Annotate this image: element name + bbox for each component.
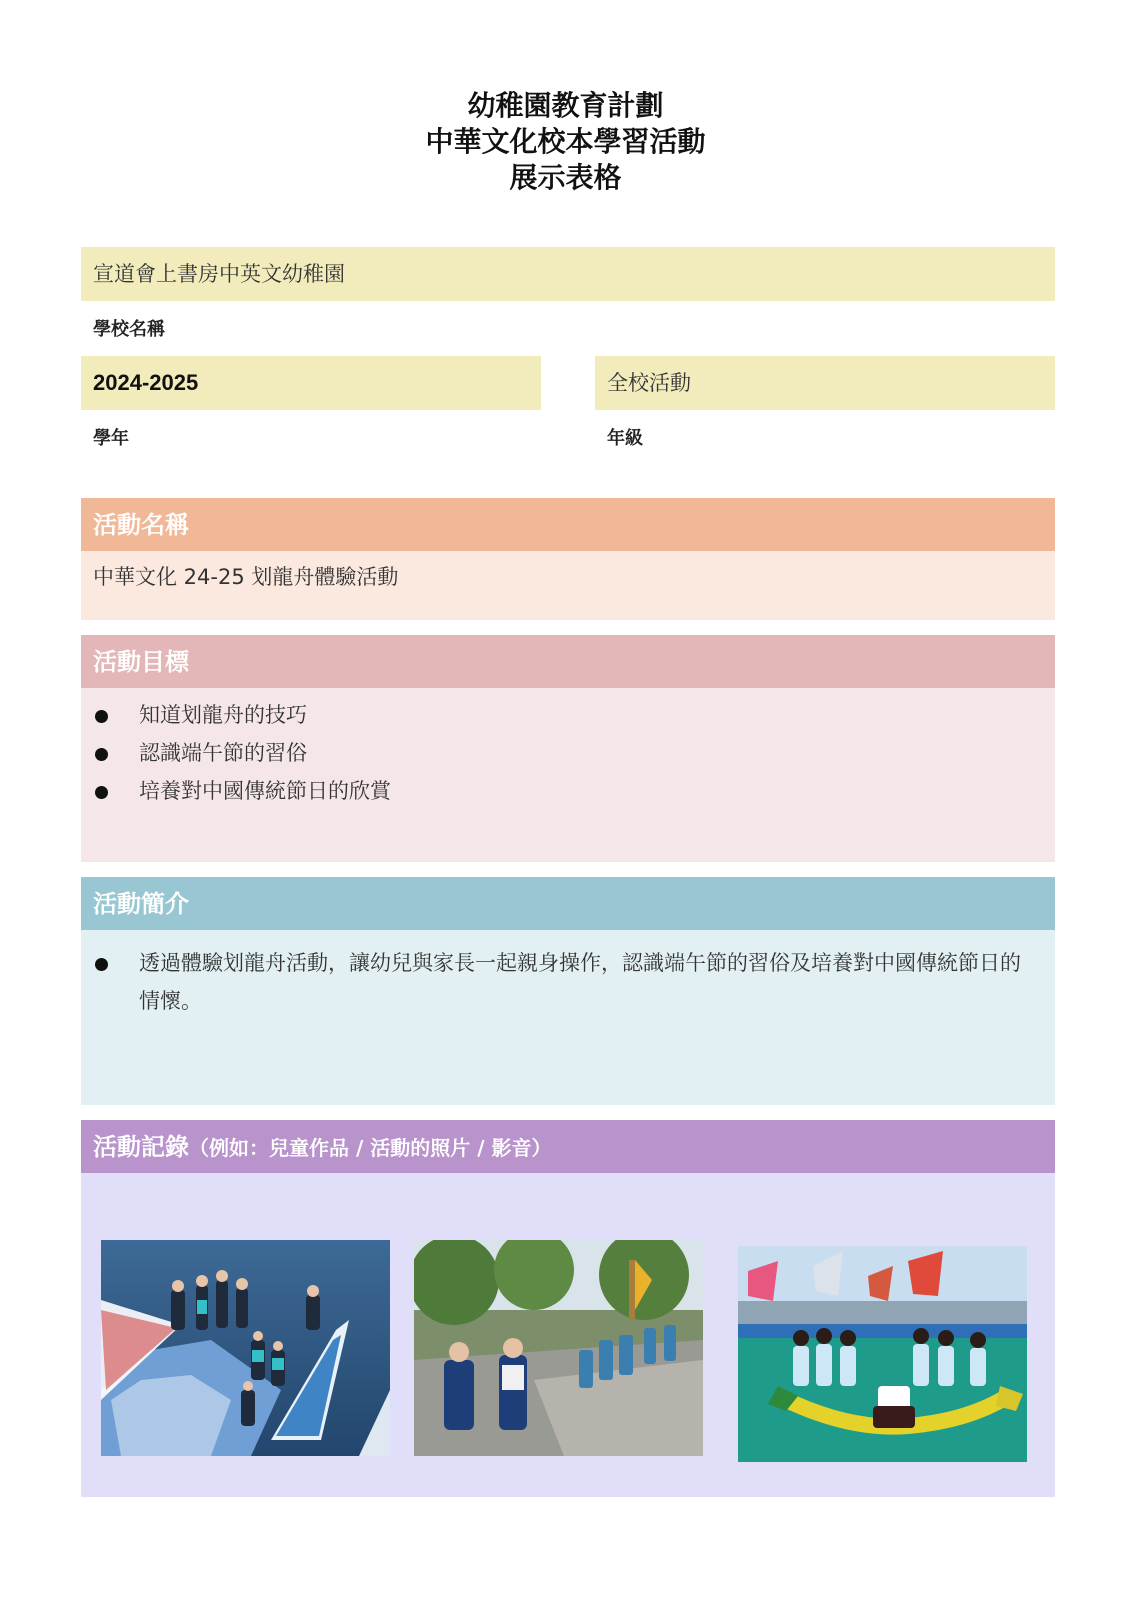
photo-participants-path-image xyxy=(414,1240,703,1456)
bullet-dot xyxy=(95,710,108,723)
photo-children-dragon xyxy=(738,1246,1027,1462)
title-line-1: 幼稚園教育計劃 xyxy=(467,89,664,122)
title-line-2: 中華文化校本學習活動 xyxy=(425,125,706,158)
school-name-field: 宣道會上書房中英文幼稚園 xyxy=(81,247,1055,301)
records-heading-note: （例如：兒童作品 / 活動的照片 / 影音） xyxy=(189,1136,552,1160)
photo-dragon-boats-pier-image xyxy=(101,1240,390,1456)
bullet-dot xyxy=(95,748,108,761)
activity-name-value: 中華文化 24-25 划龍舟體驗活動 xyxy=(81,551,1055,620)
intro-list xyxy=(81,930,1055,1020)
intro-heading: 活動簡介 xyxy=(81,877,1055,930)
objectives-list xyxy=(81,688,1055,810)
intro-item: 透過體驗划龍舟活動，讓幼兒與家長一起親身操作，認識端午節的習俗及培養對中國傳統節日的情懷。 xyxy=(93,944,1041,1020)
objective-item: 知道划龍舟的技巧 xyxy=(93,696,1043,734)
activity-name-heading: 活動名稱 xyxy=(81,498,1055,551)
objective-item: 培養對中國傳統節日的欣賞 xyxy=(93,772,1043,810)
page-title xyxy=(0,88,1131,196)
objective-item: 認識端午節的習俗 xyxy=(93,734,1043,772)
photo-participants-path xyxy=(414,1240,703,1456)
grade-label: 年級 xyxy=(607,428,643,449)
grade-field: 全校活動 xyxy=(595,356,1055,410)
title-line-3: 展示表格 xyxy=(509,161,622,194)
school-year-label: 學年 xyxy=(93,428,129,449)
school-year-field: 2024-2025 xyxy=(81,356,541,410)
objectives-heading: 活動目標 xyxy=(81,635,1055,688)
photo-dragon-boats-pier xyxy=(101,1240,390,1456)
intro-body xyxy=(81,930,1055,1105)
photo-children-dragon-image xyxy=(738,1246,1027,1462)
school-name-label: 學校名稱 xyxy=(93,319,165,340)
bullet-dot xyxy=(95,958,108,971)
bullet-dot xyxy=(95,786,108,799)
records-heading-title: 活動記錄 xyxy=(93,1133,189,1161)
objectives-body xyxy=(81,688,1055,862)
records-heading xyxy=(81,1120,1055,1173)
